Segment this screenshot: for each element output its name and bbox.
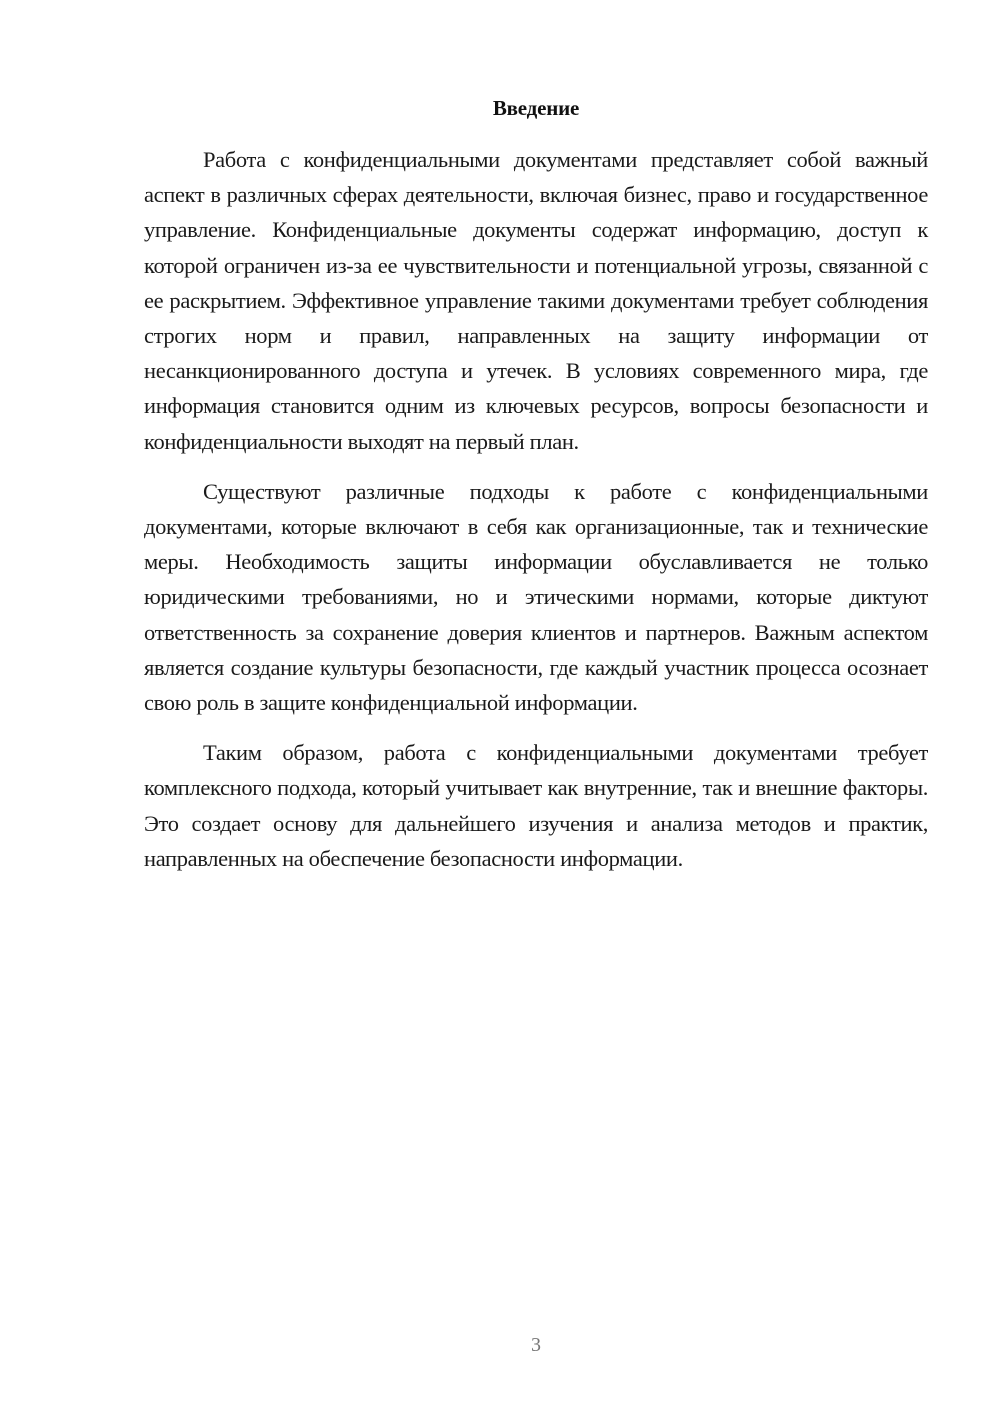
paragraph-1: Работа с конфиденциальными документами представляет собой важный аспект в различных сферах деятельности, включая бизнес, право и государственное управление. Конфиденциальные документы содержат информацию, доступ к которой ограничен из-за ее чувствительности и потенциальной угрозы, связанной с ее раскрытием. Эффективное управление такими документами требует соблюдения строгих норм и правил, направленных на защиту информации от несанкционированного доступа и утечек. В условиях современного мира, где информация становится одним из ключевых ресурсов, вопросы безопасности и конфиденциальности выходят на первый план. <box>144 147 928 454</box>
page-number: 3 <box>531 1334 541 1356</box>
paragraph-3: Таким образом, работа с конфиденциальными документами требует комплексного подхода, который учитывает как внутренние, так и внешние факторы. Это создает основу для дальнейшего изучения и анализа методов и практик, направленных на обеспечение безопасности информации. <box>144 740 928 871</box>
document-body <box>144 142 928 876</box>
paragraph-2: Существуют различные подходы к работе с конфиденциальными документами, которые включают в себя как организационные, так и технические меры. Необходимость защиты информации обуславливается не только юридическими требованиями, но и этическими нормами, которые диктуют ответственность за сохранение доверия клиентов и партнеров. Важным аспектом является создание культуры безопасности, где каждый участник процесса осознает свою роль в защите конфиденциальной информации. <box>144 478 928 716</box>
section-title: Введение <box>492 96 580 120</box>
